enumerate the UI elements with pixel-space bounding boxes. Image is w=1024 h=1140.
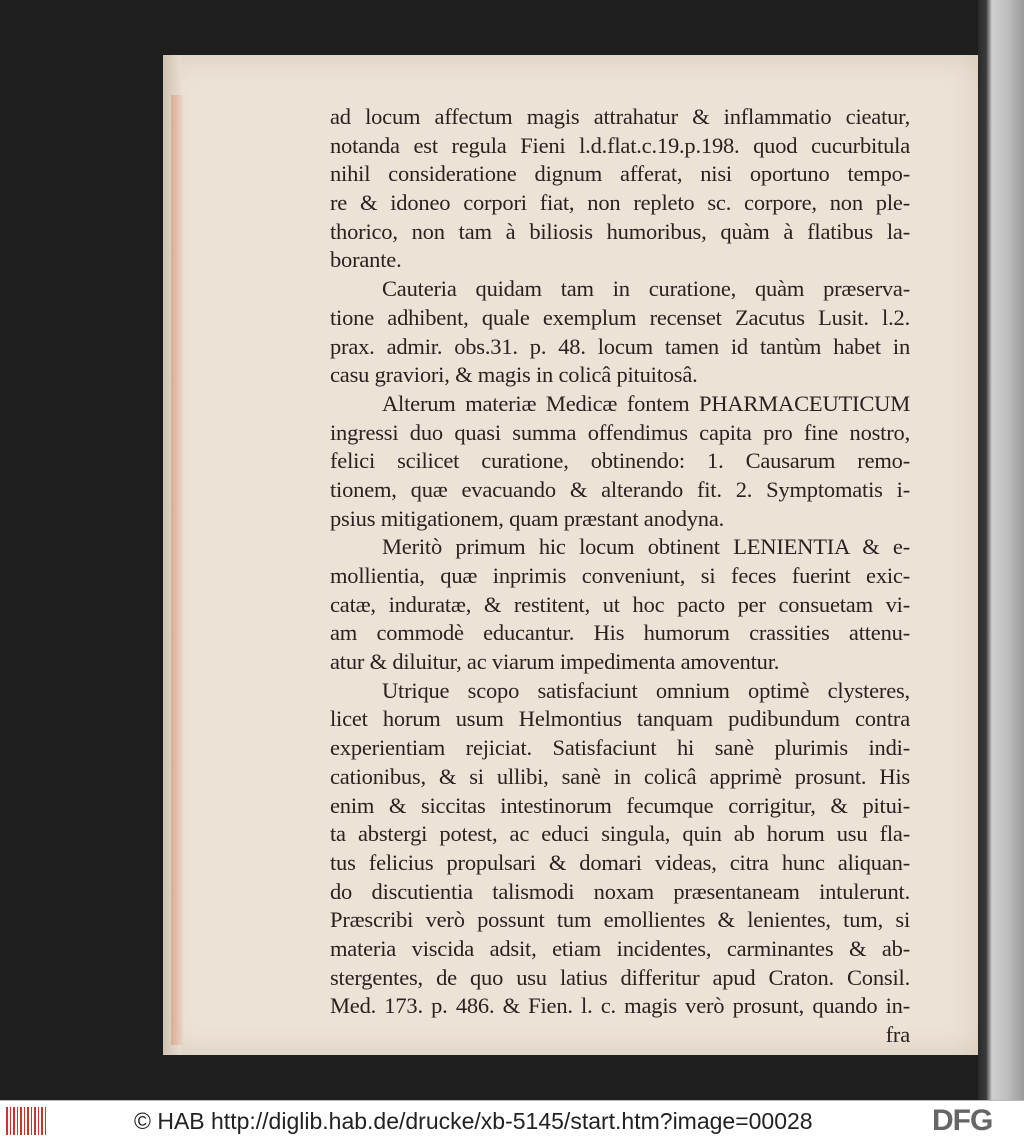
text-line: licet horum usum Helmontius tanquam pudibundum contra (330, 706, 910, 732)
text-line: felici scilicet curatione, obtinendo: 1. Causarum remo- (330, 448, 910, 474)
dfg-logo: DFG (932, 1104, 993, 1137)
page-edge-stain (171, 95, 183, 1045)
text-line: tionem, quæ evacuando & alterando fit. 2. Symptomatis i- (330, 476, 910, 502)
text-line: Cauteria quidam tam in curatione, quàm præserva- (382, 276, 910, 302)
text-line: catæ, induratæ, & restitent, ut hoc pacto per consuetam vi- (330, 591, 910, 617)
text-line: nihil consideratione dignum afferat, nisi oportuno tempo- (330, 161, 910, 187)
text-line: materia viscida adsit, etiam incidentes, carminantes & ab- (330, 935, 910, 961)
text-line: re & idoneo corpori fiat, non repleto sc. corpore, non ple- (330, 190, 910, 216)
facing-page-edges (978, 0, 1024, 1100)
text-line: tus felicius propulsari & domari videas, citra hunc aliquan- (330, 849, 910, 875)
citation-link[interactable]: © HAB http://diglib.hab.de/drucke/xb-5145/start.htm?image=00028 (134, 1108, 813, 1134)
text-line: atur & diluitur, ac viarum impedimenta amoventur. (330, 649, 780, 675)
page-text (330, 103, 910, 1050)
catchword: fra (885, 1022, 910, 1047)
text-line: psius mitigationem, quam præstant anodyna. (330, 505, 725, 531)
text-line: cationibus, & si ullibi, sanè in colicâ apprimè prosunt. His (330, 763, 910, 789)
library-barcode-icon (6, 1107, 48, 1135)
text-line: Utrique scopo satisfaciunt omnium optimè clysteres, (382, 677, 910, 703)
text-line: experientiam rejiciat. Satisfaciunt hi sanè plurimis indi- (330, 735, 910, 761)
footer-bar (0, 1100, 1024, 1140)
text-line: Med. 173. p. 486. & Fien. l. c. magis verò prosunt, quando in- (330, 993, 910, 1019)
text-line: casu graviori, & magis in colicâ pituitosâ. (330, 362, 698, 388)
text-line: thorico, non tam à biliosis humoribus, quàm à flatibus la- (330, 218, 910, 244)
text-line: ad locum affectum magis attrahatur & inflammatio cieatur, (330, 104, 910, 129)
text-line: am commodè educantur. His humorum crassities attenu- (330, 620, 910, 646)
text-line: Præscribi verò possunt tum emollientes & lenientes, tum, si (330, 907, 910, 933)
text-line: enim & siccitas intestinorum fecumque corrigitur, & pitui- (330, 792, 910, 818)
text-line: stergentes, de quo usu latius differitur apud Craton. Consil. (330, 964, 910, 990)
text-line: ingressi duo quasi summa offendimus capita pro fine nostro, (330, 419, 910, 445)
text-line: tione adhibent, quale exemplum recenset Zacutus Lusit. l.2. (330, 304, 910, 330)
text-line: ta abstergi potest, ac educi singula, quin ab horum usu fla- (330, 821, 910, 847)
text-line: Alterum materiæ Medicæ fontem PHARMACEUTICUM (382, 390, 910, 416)
text-line: mollientia, quæ inprimis conveniunt, si feces fuerint exic- (330, 563, 910, 588)
text-line: borante. (330, 247, 402, 273)
text-line: notanda est regula Fieni l.d.flat.c.19.p.198. quod cucurbitula (330, 132, 910, 158)
text-line: Meritò primum hic locum obtinent LENIENTIA & e- (382, 534, 910, 560)
text-line: prax. admir. obs.31. p. 48. locum tamen id tantùm habet in (330, 333, 910, 359)
text-line: do discutientia talismodi noxam præsentaneam intulerunt. (330, 878, 910, 904)
